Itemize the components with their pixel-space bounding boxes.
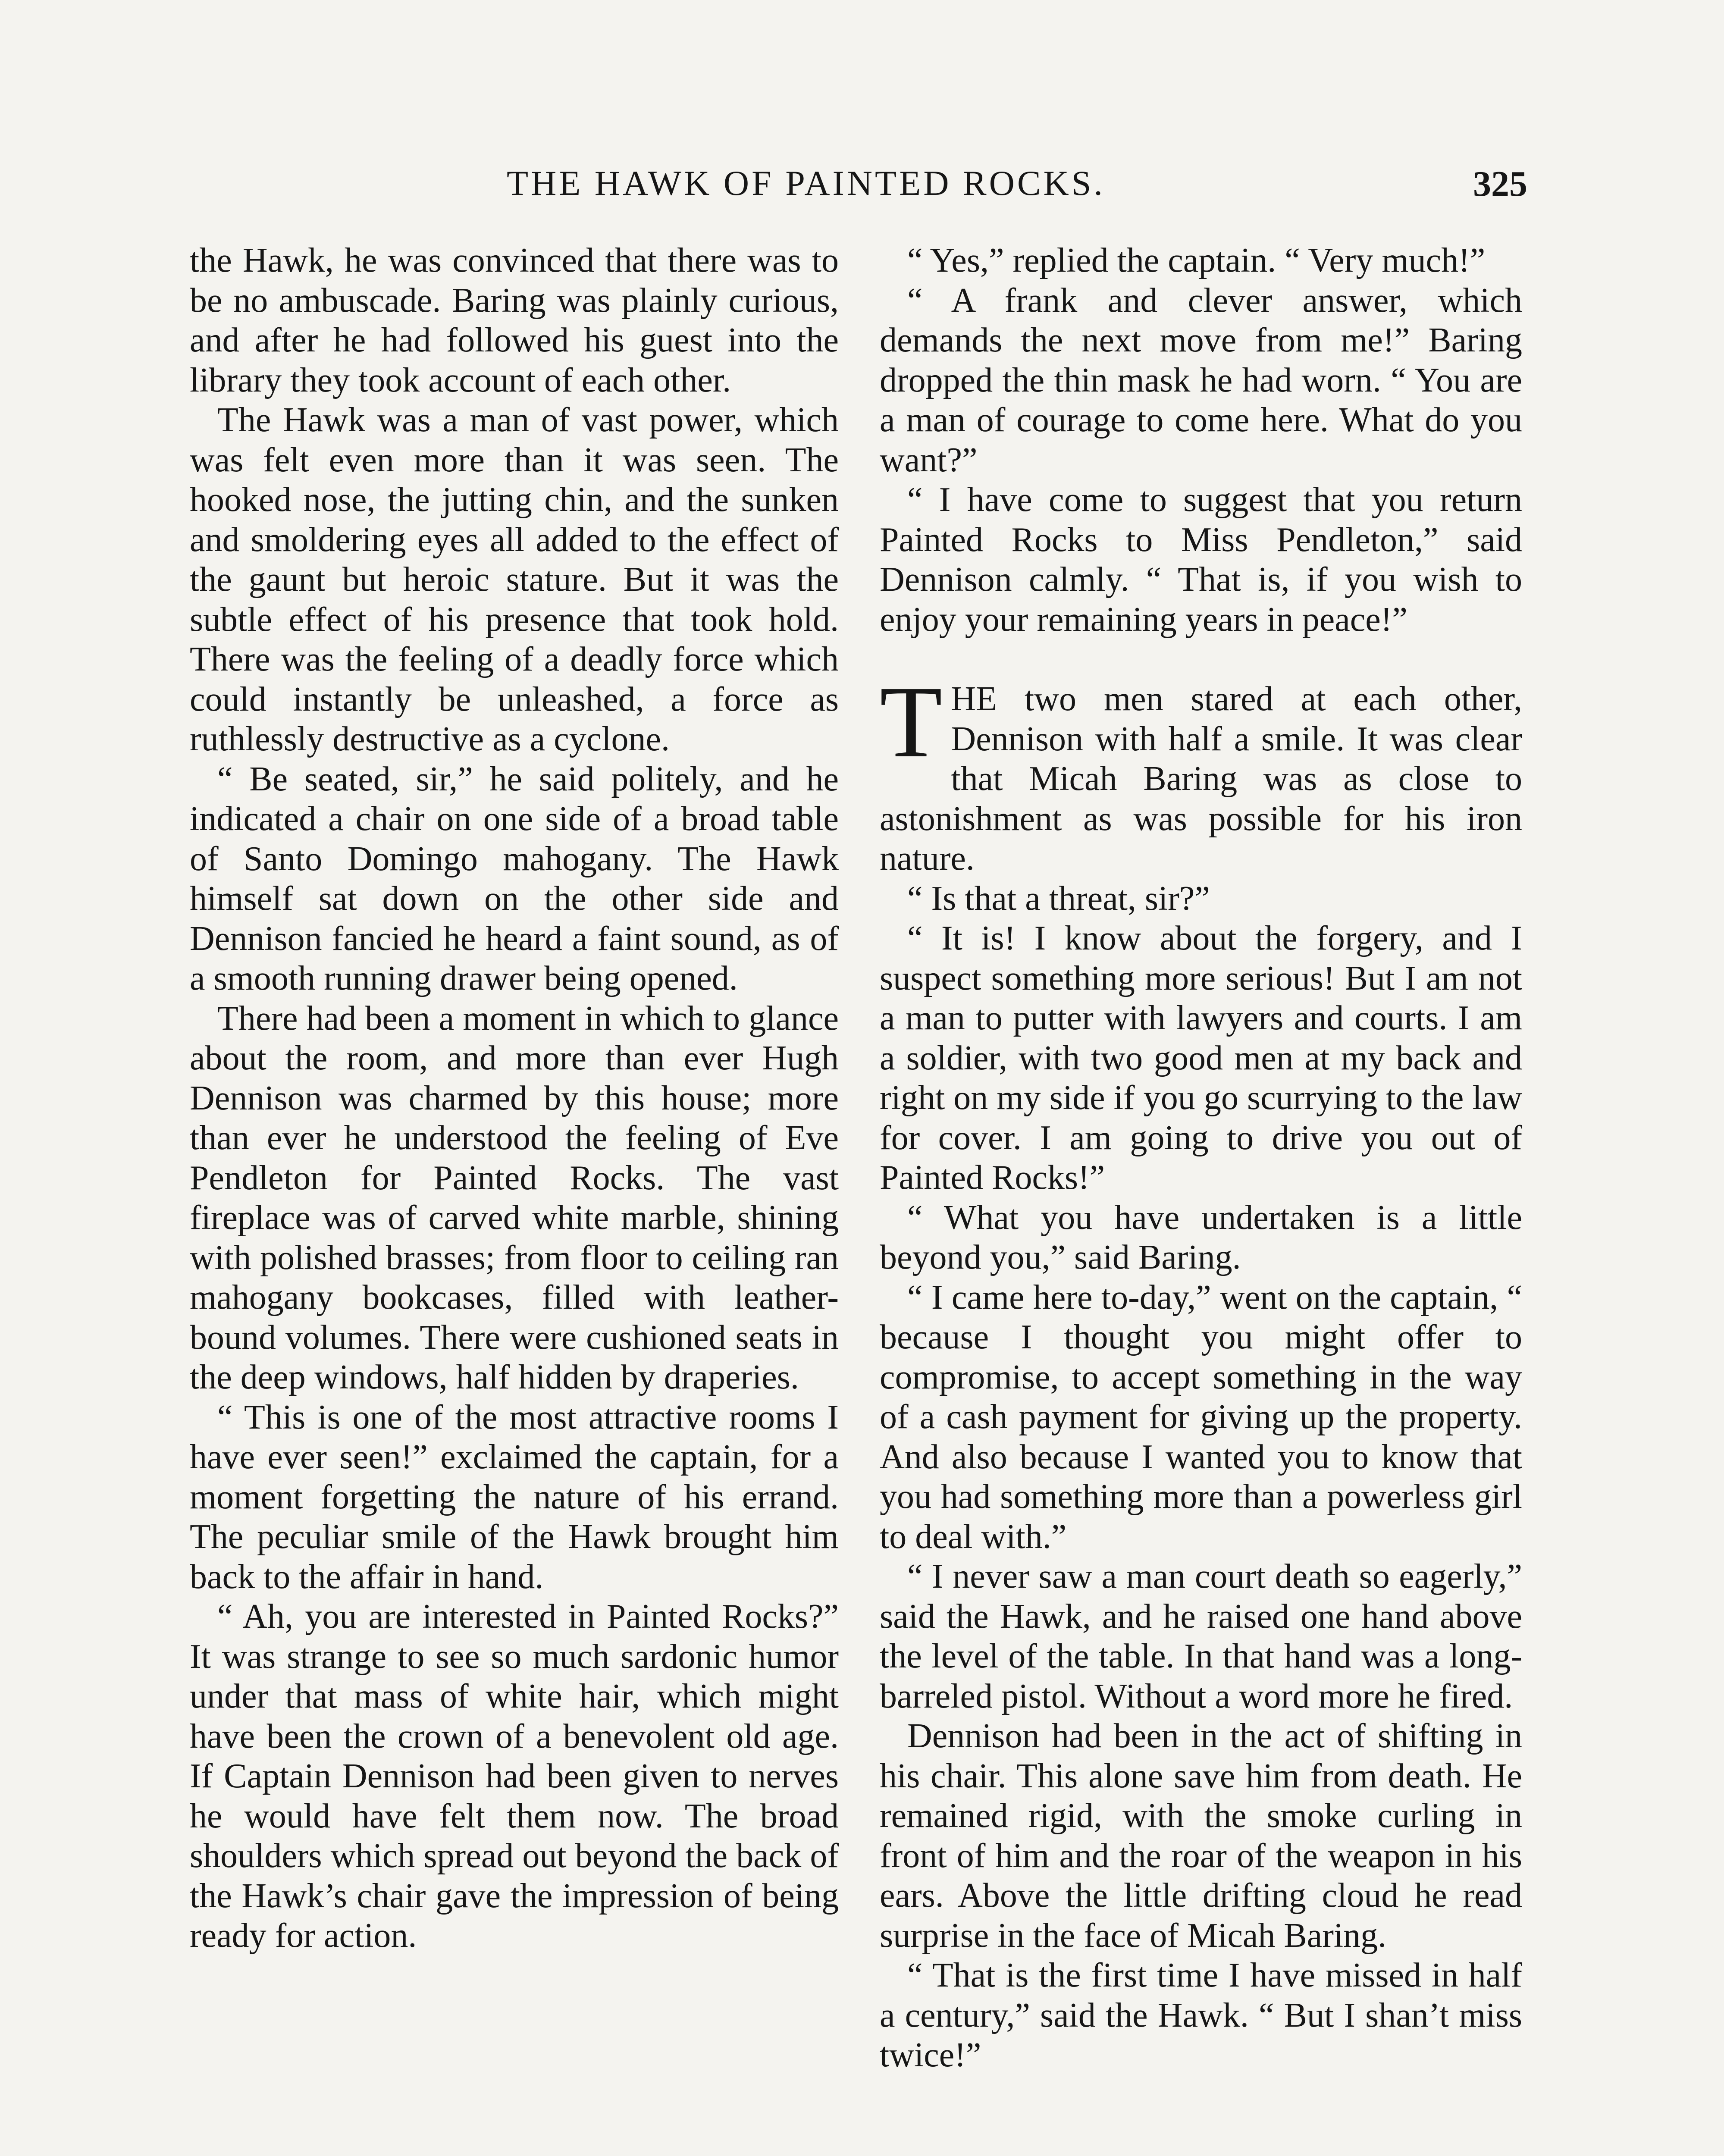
page-header (185, 163, 1527, 210)
paragraph: “ Ah, you are interested in Painted Rocks?” It was strange to see so much sardonic humor under that mass of white hair, which might have been the crown of a benevolent old age. If Captain Dennison had been given to nerves he would have felt them now. The broad shoulders which spread out beyond the back of the Hawk’s chair gave the impression of being ready for action. (190, 1598, 839, 1955)
paragraph: “ Yes,” replied the captain. “ Very much!” (907, 241, 1486, 279)
drop-cap: T (880, 665, 943, 779)
page-number: 325 (1473, 164, 1527, 204)
paragraph: “ This is one of the most attractive rooms I have ever seen!” exclaimed the captain, for a moment forgetting the nature of his errand. The peculiar smile of the Hawk brought him back to the affair in hand. (190, 1398, 839, 1596)
paragraph: “ I never saw a man court death so eagerly,” said the Hawk, and he raised one hand above the level of the table. In that hand was a long-barreled pistol. Without a word more he fired. (880, 1557, 1522, 1715)
paragraph: “ That is the first time I have missed in half a century,” said the Hawk. “ But I shan’t miss twice!” (880, 1956, 1522, 2074)
paragraph: the Hawk, he was convinced that there was to be no ambuscade. Baring was plainly curious, and after he had followed his guest into the library they took account of each other. (190, 241, 839, 399)
paragraph: “ I have come to suggest that you return Painted Rocks to Miss Pendleton,” said Dennison calmly. “ That is, if you wish to enjoy your remaining years in peace!” (880, 481, 1522, 639)
left-text-column (190, 241, 839, 1956)
section-opening-text: HE two men stared at each other, Dennison with half a smile. It was clear that Micah Baring was as close to astonishment as was possible for his iron nature. (880, 680, 1522, 877)
paragraph: “ Be seated, sir,” he said politely, and he indicated a chair on one side of a broad table of Santo Domingo mahogany. The Hawk himself sat down on the other side and Dennison fancied he heard a faint sound, as of a smooth running drawer being opened. (190, 760, 839, 997)
paragraph: “ What you have undertaken is a little beyond you,” said Baring. (880, 1198, 1522, 1276)
paragraph: “ I came here to-day,” went on the captain, “ because I thought you might offer to compromise, to accept something in the way of a cash payment for giving up the property. And also because I wanted you to know that you had something more than a powerless girl to deal with.” (880, 1278, 1522, 1556)
paragraph: There had been a moment in which to glance about the room, and more than ever Hugh Dennison was charmed by this house; more than ever he understood the feeling of Eve Pendleton for Painted Rocks. The vast fireplace was of carved white marble, shining with polished brasses; from floor to ceiling ran mahogany bookcases, filled with leather-bound volumes. There were cushioned seats in the deep windows, half hidden by draperies. (190, 999, 839, 1396)
right-text-column (880, 241, 1522, 2075)
paragraph: “ Is that a threat, sir?” (907, 879, 1210, 918)
running-title: THE HAWK OF PAINTED ROCKS. (507, 163, 1105, 203)
paragraph: “ It is! I know about the forgery, and I suspect something more serious! But I am not a man to putter with lawyers and courts. I am a soldier, with two good men at my back and right on my side if you go scurrying to the law for cover. I am going to drive you out of Painted Rocks!” (880, 919, 1522, 1197)
section-opening-paragraph (880, 665, 1522, 879)
paragraph: “ A frank and clever answer, which demands the next move from me!” Baring dropped the thin mask he had worn. “ You are a man of courage to come here. What do you want?” (880, 281, 1522, 479)
paragraph: The Hawk was a man of vast power, which was felt even more than it was seen. The hooked nose, the jutting chin, and the sunken and smoldering eyes all added to the effect of the gaunt but heroic stature. But it was the subtle effect of his presence that took hold. There was the feeling of a deadly force which could instantly be unleashed, a force as ruthlessly destructive as a cyclone. (190, 401, 839, 758)
paragraph: Dennison had been in the act of shifting in his chair. This alone save him from death. He remained rigid, with the smoke curling in front of him and the roar of the weapon in his ears. Above the little drifting cloud he read surprise in the face of Micah Baring. (880, 1717, 1522, 1955)
